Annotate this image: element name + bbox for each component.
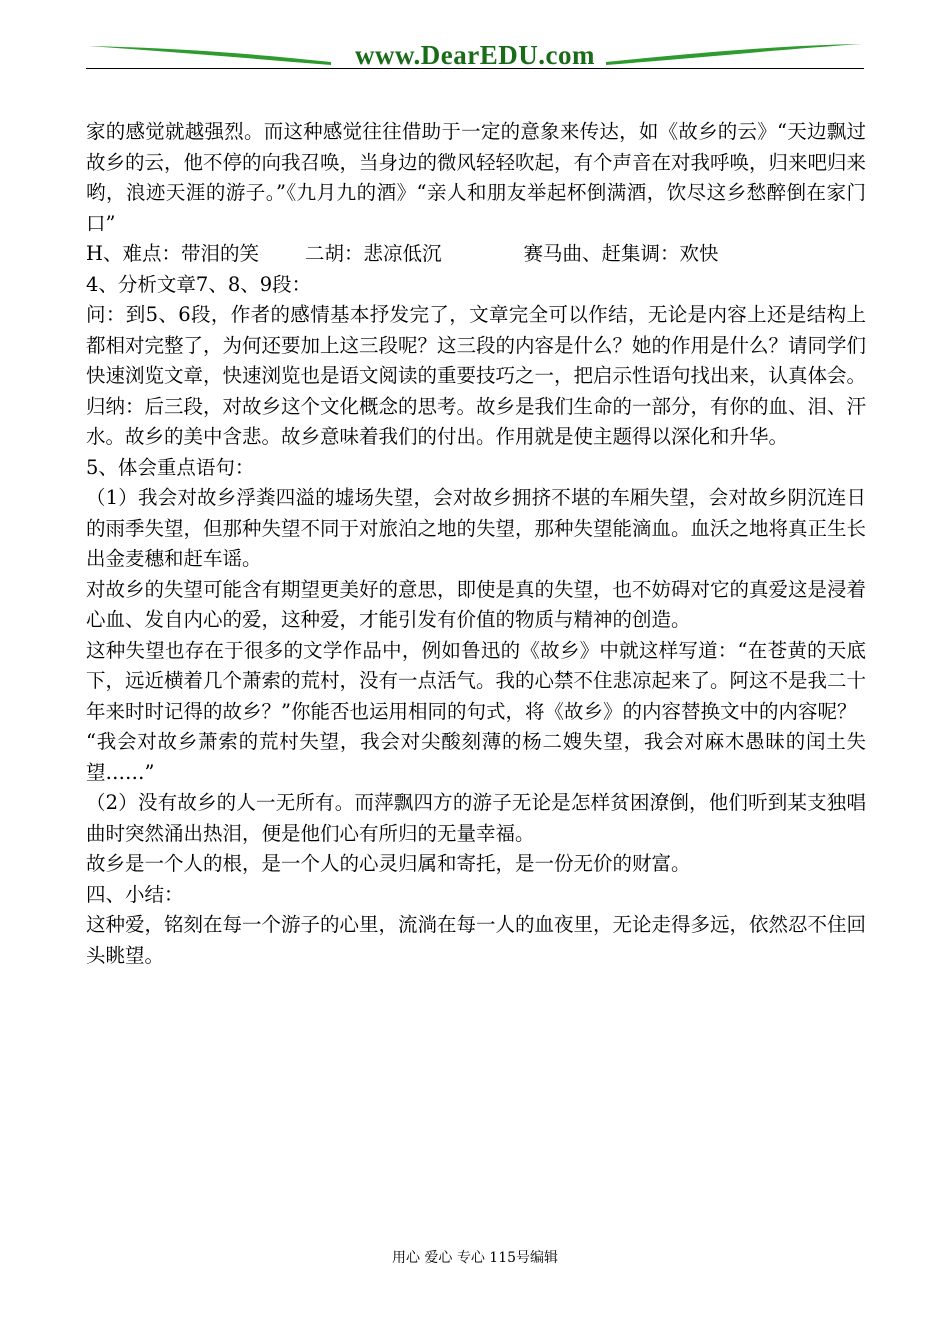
section-heading: 5、体会重点语句： — [86, 455, 255, 479]
section-heading: 四、小结： — [86, 882, 184, 906]
section-heading: 4、分析文章7、8、9段： — [86, 272, 312, 296]
paragraph: 对故乡的失望可能含有期望更美好的意思，即使是真的失望，也不妨碍对它的真爱这是浸着心血、发自内心的爱，这种爱，才能引发有价值的物质与精神的创造。 — [86, 577, 867, 631]
paragraph: 问：到5、6段，作者的感情基本抒发完了，文章完全可以作结，无论是内容上还是结构上都相对完整了，为何还要加上这三段呢？这三段的内容是什么？她的作用是什么？请同学们快速浏览文章，快速浏览也是语文阅读的重要技巧之一，把启示性语句找出来，认真体会。 — [86, 303, 867, 387]
paragraph: （2）没有故乡的人一无所有。而萍飘四方的游子无论是怎样贫困潦倒，他们听到某支独唱曲时突然涌出热泪，便是他们心有所归的无量幸福。 — [86, 791, 866, 845]
difficulty-label: H、难点：带泪的笑 — [86, 242, 260, 265]
paragraph: 这种失望也存在于很多的文学作品中，例如鲁迅的《故乡》中就这样写道：“在苍黄的天底下，远近横着几个萧索的荒村，没有一点活气。我的心禁不住悲凉起来了。阿这不是我二十年来时时记得的故乡？”你能否也运用相同的句式，将《故乡》的内容替换文中的内容呢？ — [86, 638, 867, 723]
paragraph: （1）我会对故乡浮粪四溢的墟场失望，会对故乡拥挤不堪的车厢失望，会对故乡阴沉连日的雨季失望，但那种失望不同于对旅泊之地的失望，那种失望能滴血。血沃之地将真正生长出金麦穗和赶车谣。 — [86, 486, 867, 570]
saima-note: 赛马曲、赶集调：欢快 — [523, 242, 719, 265]
document-body — [86, 117, 866, 971]
paragraph: 这种爱，铭刻在每一个游子的心里，流淌在每一人的血夜里，无论走得多远，依然忍不住回头眺望。 — [86, 913, 867, 967]
paragraph: “我会对故乡萧索的荒村失望，我会对尖酸刻薄的杨二嫂失望，我会对麻木愚昧的闰土失望……” — [86, 730, 866, 784]
paragraph: 故乡是一个人的根，是一个人的心灵归属和寄托，是一份无价的财富。 — [86, 852, 691, 875]
page-footer: 用心 爱心 专心 115号编辑 — [391, 1250, 559, 1266]
header-divider — [86, 68, 864, 69]
erhu-note: 二胡：悲凉低沉 — [305, 242, 442, 265]
paragraph: 家的感觉就越强烈。而这种感觉往往借助于一定的意象来传达，如《故乡的云》“天边飘过故乡的云，他不停的向我召唤，当身边的微风轻轻吹起，有个声音在对我呼唤，归来吧归来哟，浪迹天涯的游子。”《九月九的酒》“亲人和朋友举起杯倒满酒，饮尽这乡愁醉倒在家门口” — [86, 120, 867, 235]
paragraph: 归纳：后三段，对故乡这个文化概念的思考。故乡是我们生命的一部分，有你的血、泪、汗水。故乡的美中含悲。故乡意味着我们的付出。作用就是使主题得以深化和升华。 — [86, 394, 867, 448]
site-logo: www.DearEDU.com — [355, 40, 595, 70]
page-header — [86, 36, 864, 76]
difficulty-line — [86, 239, 866, 270]
